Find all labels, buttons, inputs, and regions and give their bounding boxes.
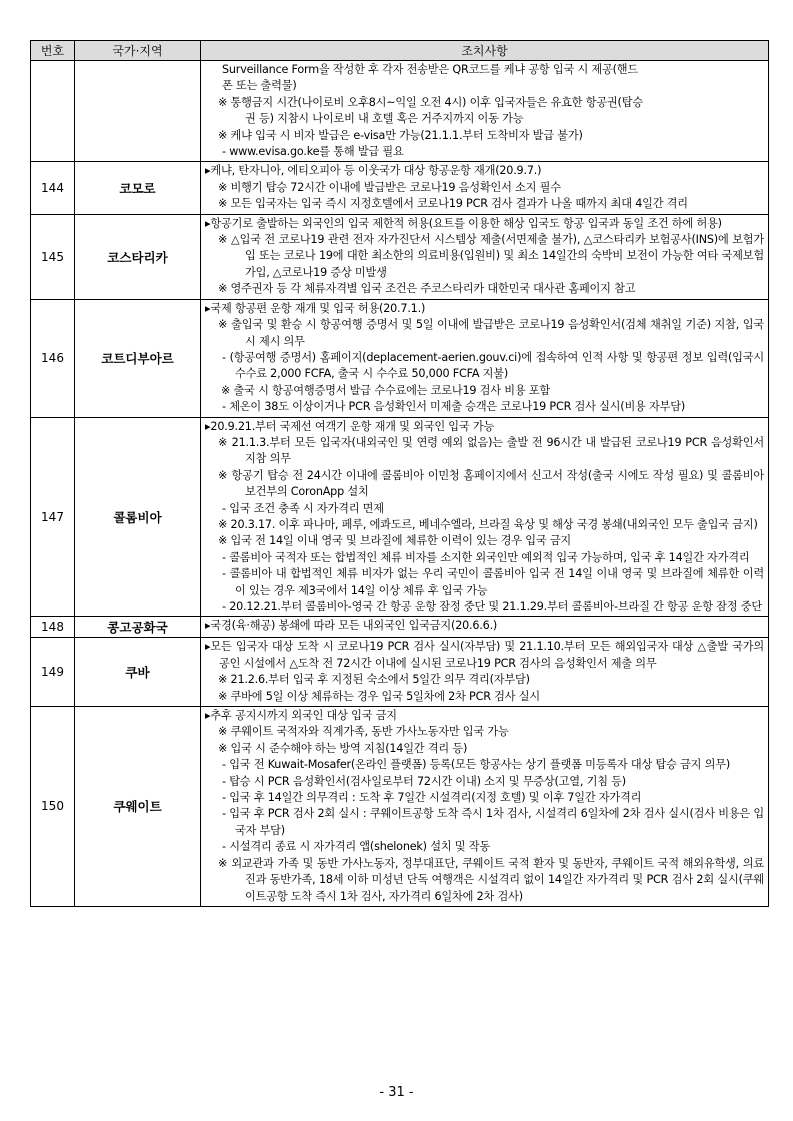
note-item: ※ 통행금지 시간(나이로비 오후8시~익일 오전 4시) 이후 입국자들은 유효한 항공권(탑승 (218, 95, 643, 109)
table-row (31, 214, 769, 299)
measures-cell (201, 707, 769, 907)
table-row (31, 162, 769, 214)
measures-cell (201, 417, 769, 617)
note-item: ※ 영주권자 등 각 체류자격별 입국 조건은 주코스타리카 대한민국 대사관 홈페이지 참고 (218, 282, 636, 296)
country-name: 쿠웨이트 (75, 707, 201, 907)
header-country: 국가·지역 (75, 41, 201, 61)
dash-item: - 체온이 38도 이상이거나 PCR 음성확인서 미제출 승객은 코로나19 PCR 검사 실시(비용 자부담) (222, 400, 686, 414)
table-row (31, 61, 769, 162)
row-number: 145 (31, 214, 75, 299)
country-name: 쿠바 (75, 638, 201, 707)
note-item: ※ 쿠바에 5일 이상 체류하는 경우 입국 5일차에 2차 PCR 검사 실시 (218, 689, 540, 703)
row-number: 144 (31, 162, 75, 214)
table-body (31, 61, 769, 907)
bullet-item: ▸국경(육·해공) 봉쇄에 따라 모든 내외국인 입국금지(20.6.6.) (205, 619, 498, 633)
measures-cell (201, 299, 769, 417)
dash-item: - 시설격리 종료 시 자가격리 앱(shelonek) 설치 및 작동 (222, 840, 490, 854)
dash-item: - 입국 후 PCR 검사 2회 실시 : 쿠웨이트공항 도착 즉시 1차 검사, 시설격리 6일차에 2차 검사 실시(검사 비용은 입국자 부담) (222, 807, 764, 837)
dash-item: - 콜롬비아 국적자 또는 합법적인 체류 비자를 소지한 외국인만 예외적 입국 가능하며, 입국 후 14일간 자가격리 (222, 550, 750, 564)
continuation-text: 폰 또는 출력물) (222, 79, 297, 93)
row-number: 148 (31, 617, 75, 638)
dash-item: - 20.12.21.부터 콜롬비아-영국 간 항공 운항 잠정 중단 및 21.1.29.부터 콜롬비아-브라질 간 항공 운항 잠정 중단 (222, 600, 762, 613)
dash-item: - www.evisa.go.ke를 통해 발급 필요 (222, 145, 404, 159)
table-row (31, 417, 769, 617)
row-number: 147 (31, 417, 75, 617)
country-name: 콩고공화국 (75, 617, 201, 638)
table-row (31, 617, 769, 638)
bullet-item: ▸케냐, 탄자니아, 에티오피아 등 이웃국가 대상 항공운항 재개(20.9.7.) (205, 164, 542, 178)
note-item: ※ 항공기 탑승 전 24시간 이내에 콜롬비아 이민청 홈페이지에서 신고서 작성(출국 시에도 작성 필요) 및 콜롬비아 보건부의 CoronApp 설치 (218, 468, 764, 499)
note-item: ※ 쿠웨이트 국적자와 직계가족, 동반 가사노동자만 입국 가능 (218, 725, 509, 739)
bullet-item: ▸항공기로 출발하는 외국인의 입국 제한적 허용(요트를 이용한 해상 입국도 항공 입국과 동일 조건 하에 허용) (205, 216, 722, 230)
row-number: 146 (31, 299, 75, 417)
header-measures: 조치사항 (201, 41, 769, 61)
note-item: ※ 입국 시 준수해야 하는 방역 지침(14일간 격리 등) (218, 741, 468, 755)
sub-note-item: ※ 출국 시 항공여행증명서 발급 수수료에는 코로나19 검사 비용 포함 (221, 383, 551, 397)
continuation-text: Surveillance Form을 작성한 후 각자 전송받은 QR코드를 케냐 공항 입국 시 제공(핸드 (222, 63, 639, 76)
table-header-row (31, 41, 769, 61)
dash-item: - 입국 후 14일간 의무격리 : 도착 후 7일간 시설격리(지정 호텔) 및 이후 7일간 자가격리 (222, 791, 642, 805)
continuation-text: 권 등) 지참시 나이로비 내 호텔 혹은 거주지까지 이동 가능 (245, 112, 524, 126)
bullet-item: ▸국제 항공편 운항 재개 및 입국 허용(20.7.1.) (205, 301, 426, 315)
note-item: ※ 입국 전 14일 이내 영국 및 브라질에 체류한 이력이 있는 경우 입국 금지 (218, 534, 572, 548)
measures-cell (201, 638, 769, 707)
note-item: ※ 비행기 탑승 72시간 이내에 발급받은 코로나19 음성확인서 소지 필수 (218, 180, 561, 194)
header-number: 번호 (31, 41, 75, 61)
note-item: ※ 외교관과 가족 및 동반 가사노동자, 정부대표단, 쿠웨이트 국적 환자 및 동반자, 쿠웨이트 국적 해외유학생, 의료진과 동반가족, 18세 이하 미성년 단독 여행객은 시설격리 없이 14일간 자가격리 및 PCR 검사 2회 실시(쿠웨이트공항 도착 즉시 1차 검사, 자가격리 6일차에 2차 검사) (218, 856, 764, 903)
note-item: ※ 출입국 및 환승 시 항공여행 증명서 및 5일 이내에 발급받은 코로나19 음성확인서(검체 채취일 기준) 지참, 입국 시 제시 의무 (218, 318, 764, 348)
table-row (31, 299, 769, 417)
dash-item: - 탑승 시 PCR 음성확인서(검사일로부터 72시간 이내) 소지 및 무증상(고열, 기침 등) (222, 774, 626, 788)
table-row (31, 638, 769, 707)
measures-cell (201, 61, 769, 162)
bullet-item: ▸20.9.21.부터 국제선 여객기 운항 재개 및 외국인 입국 가능 (205, 419, 495, 433)
note-item: ※ 21.1.3.부터 모든 입국자(내외국인 및 연령 예외 없음)는 출발 전 96시간 내 발급된 코로나19 PCR 음성확인서 지참 의무 (218, 435, 764, 466)
measures-cell (201, 214, 769, 299)
bullet-item: ▸추후 공지시까지 외국인 대상 입국 금지 (205, 709, 397, 723)
note-item: ※ 20.3.17. 이후 파나마, 페루, 에콰도르, 베네수엘라, 브라질 육상 및 해상 국경 봉쇄(내외국인 모두 출입국 금지) (218, 517, 758, 531)
country-name (75, 61, 201, 162)
table-row (31, 707, 769, 907)
country-name: 콜롬비아 (75, 417, 201, 617)
country-name: 코트디부아르 (75, 299, 201, 417)
country-name: 코스타리카 (75, 214, 201, 299)
page-number: - 31 - (379, 1085, 414, 1100)
dash-item: - 콜롬비아 내 합법적인 체류 비자가 없는 우리 국민이 콜롬비아 입국 전 14일 이내 영국 및 브라질에 체류한 이력이 있는 경우 제3국에서 14일 이상 체류 후 입국 가능 (222, 567, 764, 597)
bullet-item: ▸모든 입국자 대상 도착 시 코로나19 PCR 검사 실시(자부담) 및 21.1.10.부터 모든 해외입국자 대상 △출발 국가의 공인 시설에서 △도착 전 72시간 이내에 실시된 코로나19 PCR 검사의 음성확인서 제출 의무 (205, 640, 764, 670)
dash-item: - (항공여행 증명서) 홈페이지(deplacement-aerien.gouv.ci)에 접속하여 인적 사항 및 항공편 정보 입력(입국시 수수료 2,000 FCFA, 출국 시 수수료 50,000 FCFA 지불) (222, 350, 764, 381)
measures-table-container (30, 40, 768, 907)
measures-cell (201, 617, 769, 638)
row-number: 150 (31, 707, 75, 907)
measures-cell (201, 162, 769, 214)
dash-item: - 입국 전 Kuwait-Mosafer(온라인 플랫폼) 등록(모든 항공사는 상기 플랫폼 미등록자 대상 탑승 금지 의무) (222, 758, 730, 772)
dash-item: - 입국 조건 충족 시 자가격리 면제 (222, 501, 384, 515)
note-item: ※ 21.2.6.부터 입국 후 지정된 숙소에서 5일간 의무 격리(자부담) (218, 673, 530, 687)
row-number: 149 (31, 638, 75, 707)
row-number (31, 61, 75, 162)
note-item: ※ △입국 전 코로나19 관련 전자 자가진단서 시스템상 제출(서면제출 불가), △코스타리카 보험공사(INS)에 보험가입 또는 코로나 19에 대한 최소한의 의료비용(입원비) 및 최소 14일간의 숙박비 보전이 가능한 여타 국제보험 가입, △코로나19 증상 미발생 (218, 233, 764, 279)
note-item: ※ 모든 입국자는 입국 즉시 지정호텔에서 코로나19 PCR 검사 결과가 나올 때까지 최대 4일간 격리 (218, 197, 688, 211)
country-measures-table (30, 40, 769, 907)
country-name: 코모로 (75, 162, 201, 214)
note-item: ※ 케냐 입국 시 비자 발급은 e-visa만 가능(21.1.1.부터 도착비자 발급 불가) (218, 128, 583, 142)
